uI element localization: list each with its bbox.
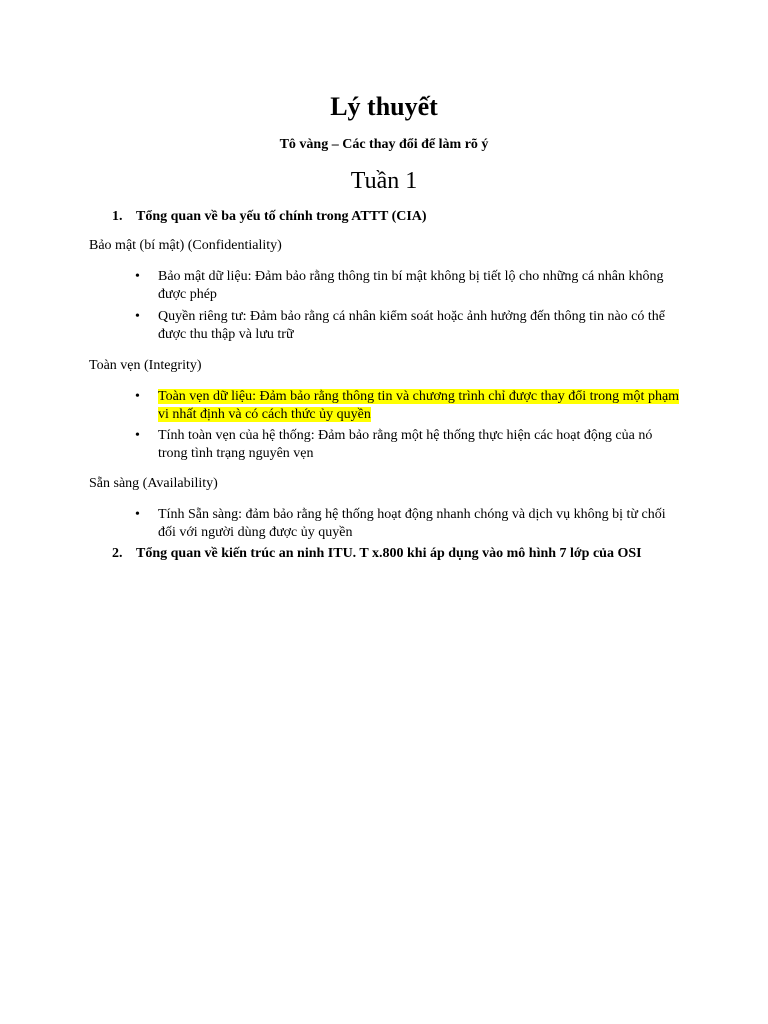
section-heading-text: Tổng quan về kiến trúc an ninh ITU. T x.800 khi áp dụng vào mô hình 7 lớp của OSI — [136, 546, 642, 561]
section-number: 2. — [112, 546, 123, 561]
bullet-text: Tính toàn vẹn của hệ thống: Đảm bảo rằng một hệ thống thực hiện các hoạt động của nó trong tình trạng nguyên vẹn — [158, 428, 653, 461]
document-subtitle: Tô vàng – Các thay đổi để làm rõ ý — [279, 137, 489, 152]
bullet-item — [135, 308, 680, 344]
bullet-item-highlighted — [135, 388, 680, 424]
section-heading-text: Tổng quan về ba yếu tố chính trong ATTT (CIA) — [136, 209, 427, 224]
group-label-confidentiality: Bảo mật (bí mật) (Confidentiality) — [89, 238, 282, 253]
highlighted-bullet-text: Toàn vẹn dữ liệu: Đảm bảo rằng thông tin và chương trình chỉ được thay đổi trong một phạm vi nhất định và có cách thức ủy quyền — [158, 389, 680, 422]
bullet-text: Quyền riêng tư: Đảm bảo rằng cá nhân kiểm soát hoặc ảnh hưởng đến thông tin nào có thể được thu thập và lưu trữ — [158, 309, 665, 342]
bullet-icon: • — [135, 309, 140, 324]
bullet-item — [135, 506, 680, 542]
section-number: 1. — [112, 209, 123, 224]
bullet-icon: • — [135, 269, 140, 284]
bullet-item — [135, 268, 680, 304]
group-label-integrity: Toàn vẹn (Integrity) — [89, 358, 202, 373]
bullet-icon: • — [135, 507, 140, 522]
section-heading-2 — [112, 545, 672, 563]
bullet-text: Tính Sẵn sàng: đảm bảo rằng hệ thống hoạt động nhanh chóng và dịch vụ không bị từ chối đối với người dùng được ủy quyền — [158, 507, 666, 540]
bullet-text: Bảo mật dữ liệu: Đảm bảo rằng thông tin bí mật không bị tiết lộ cho những cá nhân không được phép — [158, 269, 664, 302]
section-heading-1 — [112, 208, 672, 226]
bullet-item — [135, 427, 680, 463]
week-heading: Tuần 1 — [350, 168, 418, 194]
bullet-icon: • — [135, 389, 140, 404]
document-title: Lý thuyết — [330, 92, 438, 121]
bullet-icon: • — [135, 428, 140, 443]
group-label-availability: Sẵn sàng (Availability) — [89, 476, 218, 491]
